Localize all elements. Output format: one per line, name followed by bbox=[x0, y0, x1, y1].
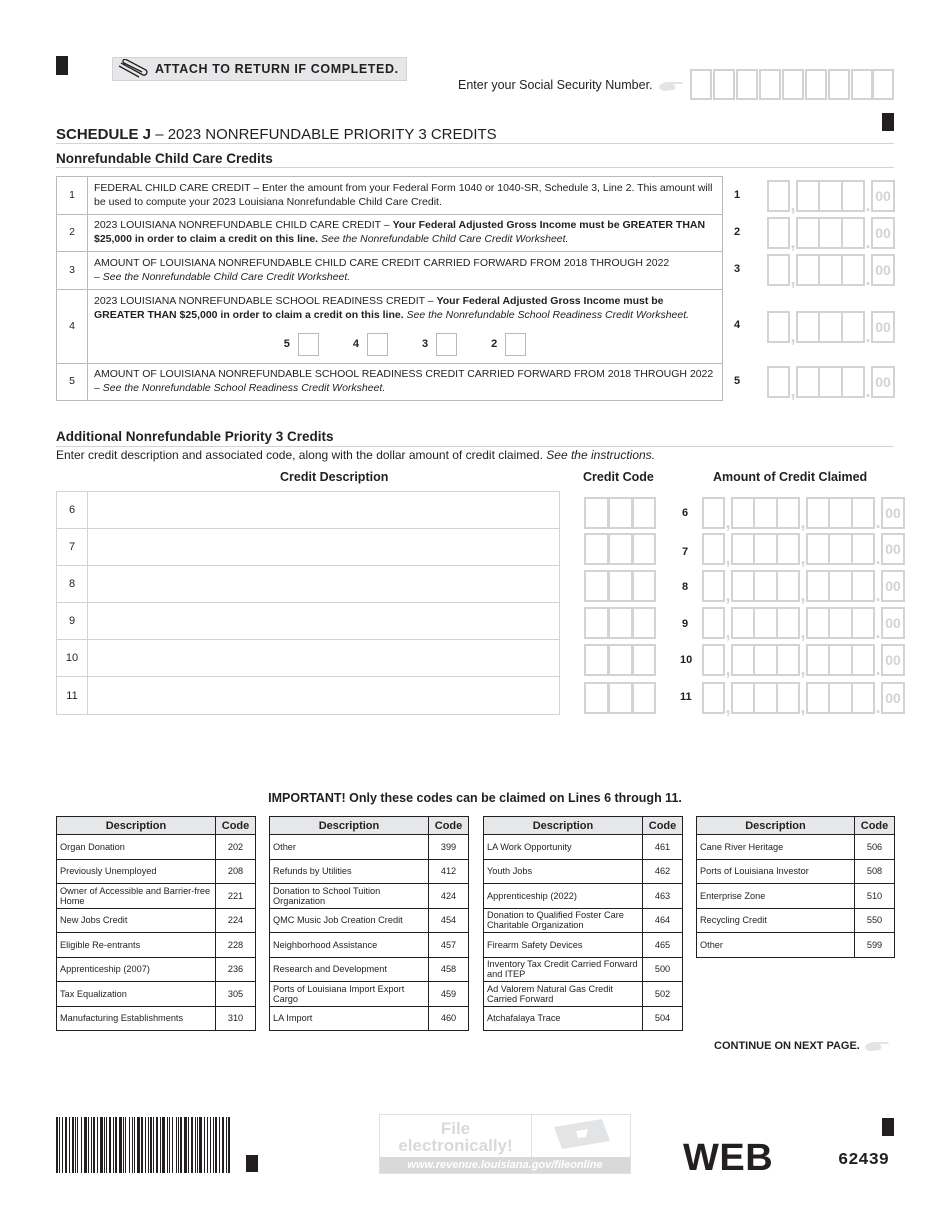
child-care-lines-table bbox=[56, 176, 723, 401]
barcode-bar bbox=[134, 1117, 135, 1173]
barcode-bar bbox=[104, 1117, 105, 1173]
code-value: 462 bbox=[643, 859, 683, 884]
codes-row bbox=[57, 859, 256, 884]
barcode-bar bbox=[148, 1117, 149, 1173]
code-description: Tax Equalization bbox=[57, 982, 216, 1007]
codes-row bbox=[270, 982, 469, 1007]
code-value: 458 bbox=[429, 957, 469, 982]
codes-header-description: Description bbox=[484, 817, 643, 835]
star-rating-4-input[interactable] bbox=[367, 333, 388, 356]
star-rating-label: 3 bbox=[422, 337, 429, 350]
efile-line2: electronically! bbox=[398, 1136, 513, 1155]
codes-row bbox=[57, 884, 256, 909]
schedule-title bbox=[56, 126, 497, 143]
codes-row bbox=[484, 982, 683, 1007]
intro-text: Enter credit description and associated code, along with the dollar amount of credit claimed. bbox=[56, 448, 543, 462]
codes-header-row bbox=[697, 817, 895, 835]
line-text bbox=[88, 364, 723, 401]
row-number: 10 bbox=[57, 640, 88, 676]
barcode-bar bbox=[145, 1117, 146, 1173]
codes-header-description: Description bbox=[57, 817, 216, 835]
codes-row bbox=[57, 908, 256, 933]
barcode-bar bbox=[91, 1117, 92, 1173]
barcode-bar bbox=[72, 1117, 74, 1173]
barcode bbox=[56, 1117, 232, 1173]
row-number: 7 bbox=[57, 529, 88, 565]
barcode-bar bbox=[125, 1117, 126, 1173]
codes-row bbox=[270, 933, 469, 958]
codes-header-code: Code bbox=[429, 817, 469, 835]
credit-row bbox=[56, 639, 560, 677]
credit-description-input[interactable] bbox=[88, 640, 559, 676]
row-number: 6 bbox=[57, 492, 88, 528]
code-value: 424 bbox=[429, 884, 469, 909]
amount-line-number: 4 bbox=[734, 319, 741, 331]
codes-row bbox=[484, 908, 683, 933]
code-description: New Jobs Credit bbox=[57, 908, 216, 933]
cents-placeholder: 00 bbox=[871, 311, 895, 343]
line-text-bold: Your Federal Adjusted Gross Income must be GREATER THAN $25,000 in order to claim a credit on this line. bbox=[94, 219, 706, 245]
code-description: Owner of Accessible and Barrier-free Home bbox=[57, 884, 216, 909]
star-rating-label: 5 bbox=[283, 337, 290, 350]
barcode-bar bbox=[113, 1117, 114, 1173]
barcode-bar bbox=[195, 1117, 196, 1173]
line-11-amount-input[interactable]: , , . 00 bbox=[702, 682, 905, 714]
line-number: 4 bbox=[57, 290, 88, 364]
code-description: Manufacturing Establishments bbox=[57, 1006, 216, 1031]
barcode-bar bbox=[197, 1117, 198, 1173]
code-value: 500 bbox=[643, 957, 683, 982]
line-text-italic: See the Nonrefundable Child Care Credit Worksheet. bbox=[318, 233, 569, 245]
star-rating-3 bbox=[422, 333, 457, 356]
credit-codes-table bbox=[696, 816, 895, 958]
amount-line-number: 1 bbox=[734, 189, 741, 201]
barcode-bar bbox=[213, 1117, 214, 1173]
barcode-bar bbox=[141, 1117, 143, 1173]
code-value: 221 bbox=[216, 884, 256, 909]
code-description: Cane River Heritage bbox=[697, 835, 855, 860]
star-rating-label: 4 bbox=[352, 337, 359, 350]
barcode-bar bbox=[226, 1117, 227, 1173]
line-row bbox=[57, 215, 723, 252]
code-value: 228 bbox=[216, 933, 256, 958]
line-8-amount-input[interactable]: , , . 00 bbox=[702, 570, 905, 602]
star-rating-label: 2 bbox=[491, 337, 498, 350]
codes-row bbox=[270, 835, 469, 860]
line-row bbox=[57, 252, 723, 290]
line-2-amount-input[interactable]: , . 00 bbox=[767, 217, 895, 249]
code-value: 412 bbox=[429, 859, 469, 884]
cents-placeholder: 00 bbox=[881, 607, 905, 639]
code-value: 202 bbox=[216, 835, 256, 860]
amount-line-number: 3 bbox=[734, 263, 741, 275]
barcode-bar bbox=[204, 1117, 205, 1173]
line-number: 1 bbox=[57, 177, 88, 215]
cents-placeholder: 00 bbox=[881, 570, 905, 602]
column-header-description: Credit Description bbox=[280, 470, 389, 484]
continue-note: CONTINUE ON NEXT PAGE. bbox=[714, 1040, 860, 1052]
codes-header-description: Description bbox=[270, 817, 429, 835]
code-value: 504 bbox=[643, 1006, 683, 1031]
credit-code-input[interactable] bbox=[584, 644, 656, 676]
line-9-amount-input[interactable]: , , . 00 bbox=[702, 607, 905, 639]
important-note: IMPORTANT! Only these codes can be claimed on Lines 6 through 11. bbox=[268, 791, 682, 805]
amount-line-number: 6 bbox=[682, 507, 689, 519]
code-description: LA Import bbox=[270, 1006, 429, 1031]
barcode-bar bbox=[137, 1117, 140, 1173]
credit-description-input[interactable] bbox=[88, 492, 559, 528]
divider bbox=[56, 446, 894, 447]
codes-row bbox=[57, 982, 256, 1007]
barcode-bar bbox=[81, 1117, 83, 1173]
code-value: 305 bbox=[216, 982, 256, 1007]
code-description: Other bbox=[270, 835, 429, 860]
pointing-hand-icon bbox=[658, 80, 684, 92]
barcode-bar bbox=[129, 1117, 131, 1173]
cents-placeholder: 00 bbox=[881, 533, 905, 565]
cents-placeholder: 00 bbox=[871, 366, 895, 398]
line-3-amount-input[interactable]: , . 00 bbox=[767, 254, 895, 286]
web-label: WEB bbox=[683, 1137, 774, 1179]
codes-row bbox=[697, 933, 895, 958]
line-row bbox=[57, 177, 723, 215]
code-value: 236 bbox=[216, 957, 256, 982]
amount-line-number: 7 bbox=[682, 546, 689, 558]
credit-description-input[interactable] bbox=[88, 529, 559, 565]
barcode-bar bbox=[184, 1117, 187, 1173]
code-description: Donation to Qualified Foster Care Charitable Organization bbox=[484, 908, 643, 933]
code-description: Atchafalaya Trace bbox=[484, 1006, 643, 1031]
code-description: Enterprise Zone bbox=[697, 884, 855, 909]
code-value: 454 bbox=[429, 908, 469, 933]
code-description: Ports of Louisiana Import Export Cargo bbox=[270, 982, 429, 1007]
credit-description-input[interactable] bbox=[88, 677, 559, 714]
codes-row bbox=[270, 859, 469, 884]
credit-code-input[interactable] bbox=[584, 607, 656, 639]
barcode-bar bbox=[115, 1117, 117, 1173]
code-description: Inventory Tax Credit Carried Forward and ITEP bbox=[484, 957, 643, 982]
code-value: 465 bbox=[643, 933, 683, 958]
file-electronically-banner bbox=[379, 1114, 631, 1174]
registration-mark bbox=[246, 1155, 258, 1172]
barcode-bar bbox=[160, 1117, 161, 1173]
credit-codes-table bbox=[56, 816, 256, 1031]
codes-header-code: Code bbox=[643, 817, 683, 835]
efile-line1: File bbox=[440, 1119, 471, 1138]
row-number: 9 bbox=[57, 603, 88, 639]
codes-row bbox=[484, 859, 683, 884]
schedule-title-rest: – 2023 NONREFUNDABLE PRIORITY 3 CREDITS bbox=[151, 126, 497, 143]
code-description: QMC Music Job Creation Credit bbox=[270, 908, 429, 933]
credit-description-input[interactable] bbox=[88, 603, 559, 639]
section-title-child-care: Nonrefundable Child Care Credits bbox=[56, 151, 273, 166]
code-value: 510 bbox=[855, 884, 895, 909]
barcode-bar bbox=[162, 1117, 165, 1173]
star-rating-2 bbox=[491, 333, 526, 356]
line-number: 5 bbox=[57, 364, 88, 401]
cents-placeholder: 00 bbox=[881, 682, 905, 714]
amount-line-number: 11 bbox=[680, 691, 692, 703]
barcode-bar bbox=[93, 1117, 95, 1173]
code-description: Neighborhood Assistance bbox=[270, 933, 429, 958]
line-4-amount-input[interactable]: , . 00 bbox=[767, 311, 895, 343]
credit-row bbox=[56, 565, 560, 603]
line-6-amount-input[interactable]: , , . 00 bbox=[702, 497, 905, 529]
credit-code-input[interactable] bbox=[584, 497, 656, 529]
code-description: Other bbox=[697, 933, 855, 958]
barcode-bar bbox=[215, 1117, 217, 1173]
code-description: Research and Development bbox=[270, 957, 429, 982]
code-description: Apprenticeship (2022) bbox=[484, 884, 643, 909]
codes-row bbox=[57, 1006, 256, 1031]
code-value: 461 bbox=[643, 835, 683, 860]
barcode-bar bbox=[75, 1117, 76, 1173]
code-value: 208 bbox=[216, 859, 256, 884]
barcode-bar bbox=[219, 1117, 220, 1173]
line-text-pre: 2023 LOUISIANA NONREFUNDABLE CHILD CARE CREDIT – bbox=[94, 219, 393, 232]
code-value: 459 bbox=[429, 982, 469, 1007]
codes-row bbox=[484, 884, 683, 909]
registration-mark bbox=[56, 56, 68, 75]
row-number: 8 bbox=[57, 566, 88, 602]
row-number: 11 bbox=[57, 677, 88, 714]
credit-row bbox=[56, 602, 560, 640]
code-value: 399 bbox=[429, 835, 469, 860]
pointing-hand-icon bbox=[864, 1040, 890, 1052]
codes-row bbox=[484, 957, 683, 982]
code-description: Organ Donation bbox=[57, 835, 216, 860]
credit-row bbox=[56, 528, 560, 566]
star-rating-2-input[interactable] bbox=[505, 333, 526, 356]
line-5-amount-input[interactable]: , . 00 bbox=[767, 366, 895, 398]
codes-row bbox=[484, 835, 683, 860]
attach-banner bbox=[112, 57, 407, 81]
column-header-code: Credit Code bbox=[583, 470, 654, 484]
codes-row bbox=[270, 884, 469, 909]
code-description: Apprenticeship (2007) bbox=[57, 957, 216, 982]
credit-row bbox=[56, 676, 560, 715]
column-header-amount: Amount of Credit Claimed bbox=[713, 470, 868, 484]
barcode-bar bbox=[191, 1117, 193, 1173]
code-value: 599 bbox=[855, 933, 895, 958]
codes-row bbox=[697, 859, 895, 884]
barcode-bar bbox=[150, 1117, 152, 1173]
code-value: 550 bbox=[855, 908, 895, 933]
code-value: 464 bbox=[643, 908, 683, 933]
code-description: LA Work Opportunity bbox=[484, 835, 643, 860]
divider bbox=[56, 143, 894, 144]
codes-row bbox=[270, 957, 469, 982]
barcode-bar bbox=[100, 1117, 103, 1173]
line-number: 3 bbox=[57, 252, 88, 290]
line-7-amount-input[interactable]: , , . 00 bbox=[702, 533, 905, 565]
line-text-pre: AMOUNT OF LOUISIANA NONREFUNDABLE CHILD CARE CREDIT CARRIED FORWARD FROM 2018 THROUGH 2022 bbox=[94, 256, 670, 269]
codes-row bbox=[57, 933, 256, 958]
amount-line-number: 8 bbox=[682, 581, 689, 593]
barcode-bar bbox=[69, 1117, 70, 1173]
efile-text bbox=[380, 1115, 532, 1157]
line-text bbox=[88, 290, 723, 364]
line-text bbox=[88, 252, 723, 290]
barcode-bar bbox=[88, 1117, 89, 1173]
barcode-bar bbox=[132, 1117, 133, 1173]
amount-line-number: 5 bbox=[734, 375, 741, 387]
code-description: Refunds by Utilities bbox=[270, 859, 429, 884]
star-rating-boxes bbox=[94, 333, 716, 356]
barcode-bar bbox=[222, 1117, 225, 1173]
code-description: Youth Jobs bbox=[484, 859, 643, 884]
credit-row bbox=[56, 491, 560, 529]
barcode-bar bbox=[59, 1117, 60, 1173]
barcode-bar bbox=[123, 1117, 124, 1173]
amount-line-number: 9 bbox=[682, 618, 689, 630]
codes-row bbox=[697, 908, 895, 933]
line-text-pre: AMOUNT OF LOUISIANA NONREFUNDABLE SCHOOL READINESS CREDIT CARRIED FORWARD FROM 2018 THROUGH 2022 bbox=[94, 368, 714, 381]
line-text-italic: See the Nonrefundable School Readiness Credit Worksheet. bbox=[403, 309, 690, 321]
line-text-pre: 2023 LOUISIANA NONREFUNDABLE SCHOOL READINESS CREDIT – bbox=[94, 295, 437, 308]
barcode-bar bbox=[97, 1117, 98, 1173]
credit-code-input[interactable] bbox=[584, 682, 656, 714]
line-number: 2 bbox=[57, 215, 88, 252]
barcode-bar bbox=[84, 1117, 87, 1173]
code-value: 460 bbox=[429, 1006, 469, 1031]
code-value: 463 bbox=[643, 884, 683, 909]
codes-header-row bbox=[270, 817, 469, 835]
barcode-bar bbox=[176, 1117, 177, 1173]
barcode-bar bbox=[210, 1117, 211, 1173]
code-description: Ad Valorem Natural Gas Credit Carried Forward bbox=[484, 982, 643, 1007]
credit-code-input[interactable] bbox=[584, 533, 656, 565]
cents-placeholder: 00 bbox=[871, 254, 895, 286]
credit-codes-table bbox=[483, 816, 683, 1031]
attach-text: ATTACH TO RETURN IF COMPLETED. bbox=[155, 62, 399, 76]
codes-row bbox=[57, 957, 256, 982]
barcode-bar bbox=[62, 1117, 63, 1173]
barcode-bar bbox=[77, 1117, 78, 1173]
codes-header-code: Code bbox=[216, 817, 256, 835]
barcode-bar bbox=[172, 1117, 174, 1173]
code-description: Recycling Credit bbox=[697, 908, 855, 933]
ssn-label: Enter your Social Security Number. bbox=[458, 78, 653, 92]
barcode-bar bbox=[178, 1117, 179, 1173]
codes-row bbox=[270, 908, 469, 933]
line-row bbox=[57, 290, 723, 364]
code-description: Ports of Louisiana Investor bbox=[697, 859, 855, 884]
star-rating-4 bbox=[353, 333, 388, 356]
credit-codes-table bbox=[269, 816, 469, 1031]
code-value: 457 bbox=[429, 933, 469, 958]
barcode-bar bbox=[180, 1117, 182, 1173]
star-rating-5 bbox=[284, 333, 319, 356]
codes-header-row bbox=[57, 817, 256, 835]
code-value: 310 bbox=[216, 1006, 256, 1031]
line-text-bold: Your Federal Adjusted Gross Income must be GREATER THAN $25,000 in order to claim a credit on this line. bbox=[94, 295, 664, 321]
amount-line-number: 10 bbox=[680, 654, 693, 666]
codes-header-code: Code bbox=[855, 817, 895, 835]
code-description: Donation to School Tuition Organization bbox=[270, 884, 429, 909]
code-value: 506 bbox=[855, 835, 895, 860]
efile-url: www.revenue.louisiana.gov/fileonline bbox=[380, 1157, 630, 1173]
credit-code-input[interactable] bbox=[584, 570, 656, 602]
code-value: 224 bbox=[216, 908, 256, 933]
codes-row bbox=[484, 933, 683, 958]
code-value: 502 bbox=[643, 982, 683, 1007]
code-description: Firearm Safety Devices bbox=[484, 933, 643, 958]
barcode-bar bbox=[56, 1117, 58, 1173]
codes-header-row bbox=[484, 817, 683, 835]
cents-placeholder: 00 bbox=[881, 644, 905, 676]
code-value: 508 bbox=[855, 859, 895, 884]
line-row bbox=[57, 364, 723, 401]
barcode-bar bbox=[109, 1117, 111, 1173]
line-text bbox=[88, 215, 723, 252]
registration-mark bbox=[882, 1118, 894, 1136]
barcode-bar bbox=[153, 1117, 154, 1173]
form-number: 62439 bbox=[838, 1151, 890, 1170]
codes-row bbox=[697, 835, 895, 860]
credit-description-input[interactable] bbox=[88, 566, 559, 602]
barcode-bar bbox=[207, 1117, 209, 1173]
intro-italic: See the instructions. bbox=[542, 448, 655, 462]
schedule-title-bold: SCHEDULE J bbox=[56, 126, 152, 143]
barcode-bar bbox=[167, 1117, 168, 1173]
line-text: FEDERAL CHILD CARE CREDIT – Enter the amount from your Federal Form 1040 or 1040-SR, Schedule 3, Line 2. This amount will be used to compute your 2023 Louisiana Nonrefundable Child Care Credit. bbox=[88, 177, 723, 215]
line-10-amount-input[interactable]: , , . 00 bbox=[702, 644, 905, 676]
code-description: Previously Unemployed bbox=[57, 859, 216, 884]
star-rating-5-input[interactable] bbox=[298, 333, 319, 356]
codes-row bbox=[270, 1006, 469, 1031]
code-description: Eligible Re-entrants bbox=[57, 933, 216, 958]
barcode-bar bbox=[106, 1117, 107, 1173]
cents-placeholder: 00 bbox=[881, 497, 905, 529]
section-title-additional: Additional Nonrefundable Priority 3 Credits bbox=[56, 429, 334, 444]
barcode-bar bbox=[119, 1117, 122, 1173]
barcode-bar bbox=[228, 1117, 230, 1173]
cents-placeholder: 00 bbox=[871, 217, 895, 249]
registration-mark bbox=[882, 113, 894, 131]
barcode-bar bbox=[169, 1117, 170, 1173]
barcode-bar bbox=[65, 1117, 68, 1173]
section-intro bbox=[56, 448, 655, 462]
line-1-amount-input[interactable]: , . 00 bbox=[767, 180, 895, 212]
paperclip-icon bbox=[117, 59, 151, 79]
laptop-icon bbox=[532, 1115, 630, 1157]
codes-row bbox=[57, 835, 256, 860]
star-rating-3-input[interactable] bbox=[436, 333, 457, 356]
barcode-bar bbox=[199, 1117, 202, 1173]
barcode-bar bbox=[156, 1117, 158, 1173]
line-text-italic: – See the Nonrefundable School Readiness Credit Worksheet. bbox=[94, 382, 386, 394]
amount-line-number: 2 bbox=[734, 226, 741, 238]
codes-row bbox=[697, 884, 895, 909]
barcode-bar bbox=[188, 1117, 189, 1173]
cents-placeholder: 00 bbox=[871, 180, 895, 212]
codes-row bbox=[484, 1006, 683, 1031]
divider bbox=[56, 167, 894, 168]
codes-header-description: Description bbox=[697, 817, 855, 835]
line-text-italic: – See the Nonrefundable Child Care Credit Worksheet. bbox=[94, 270, 351, 283]
